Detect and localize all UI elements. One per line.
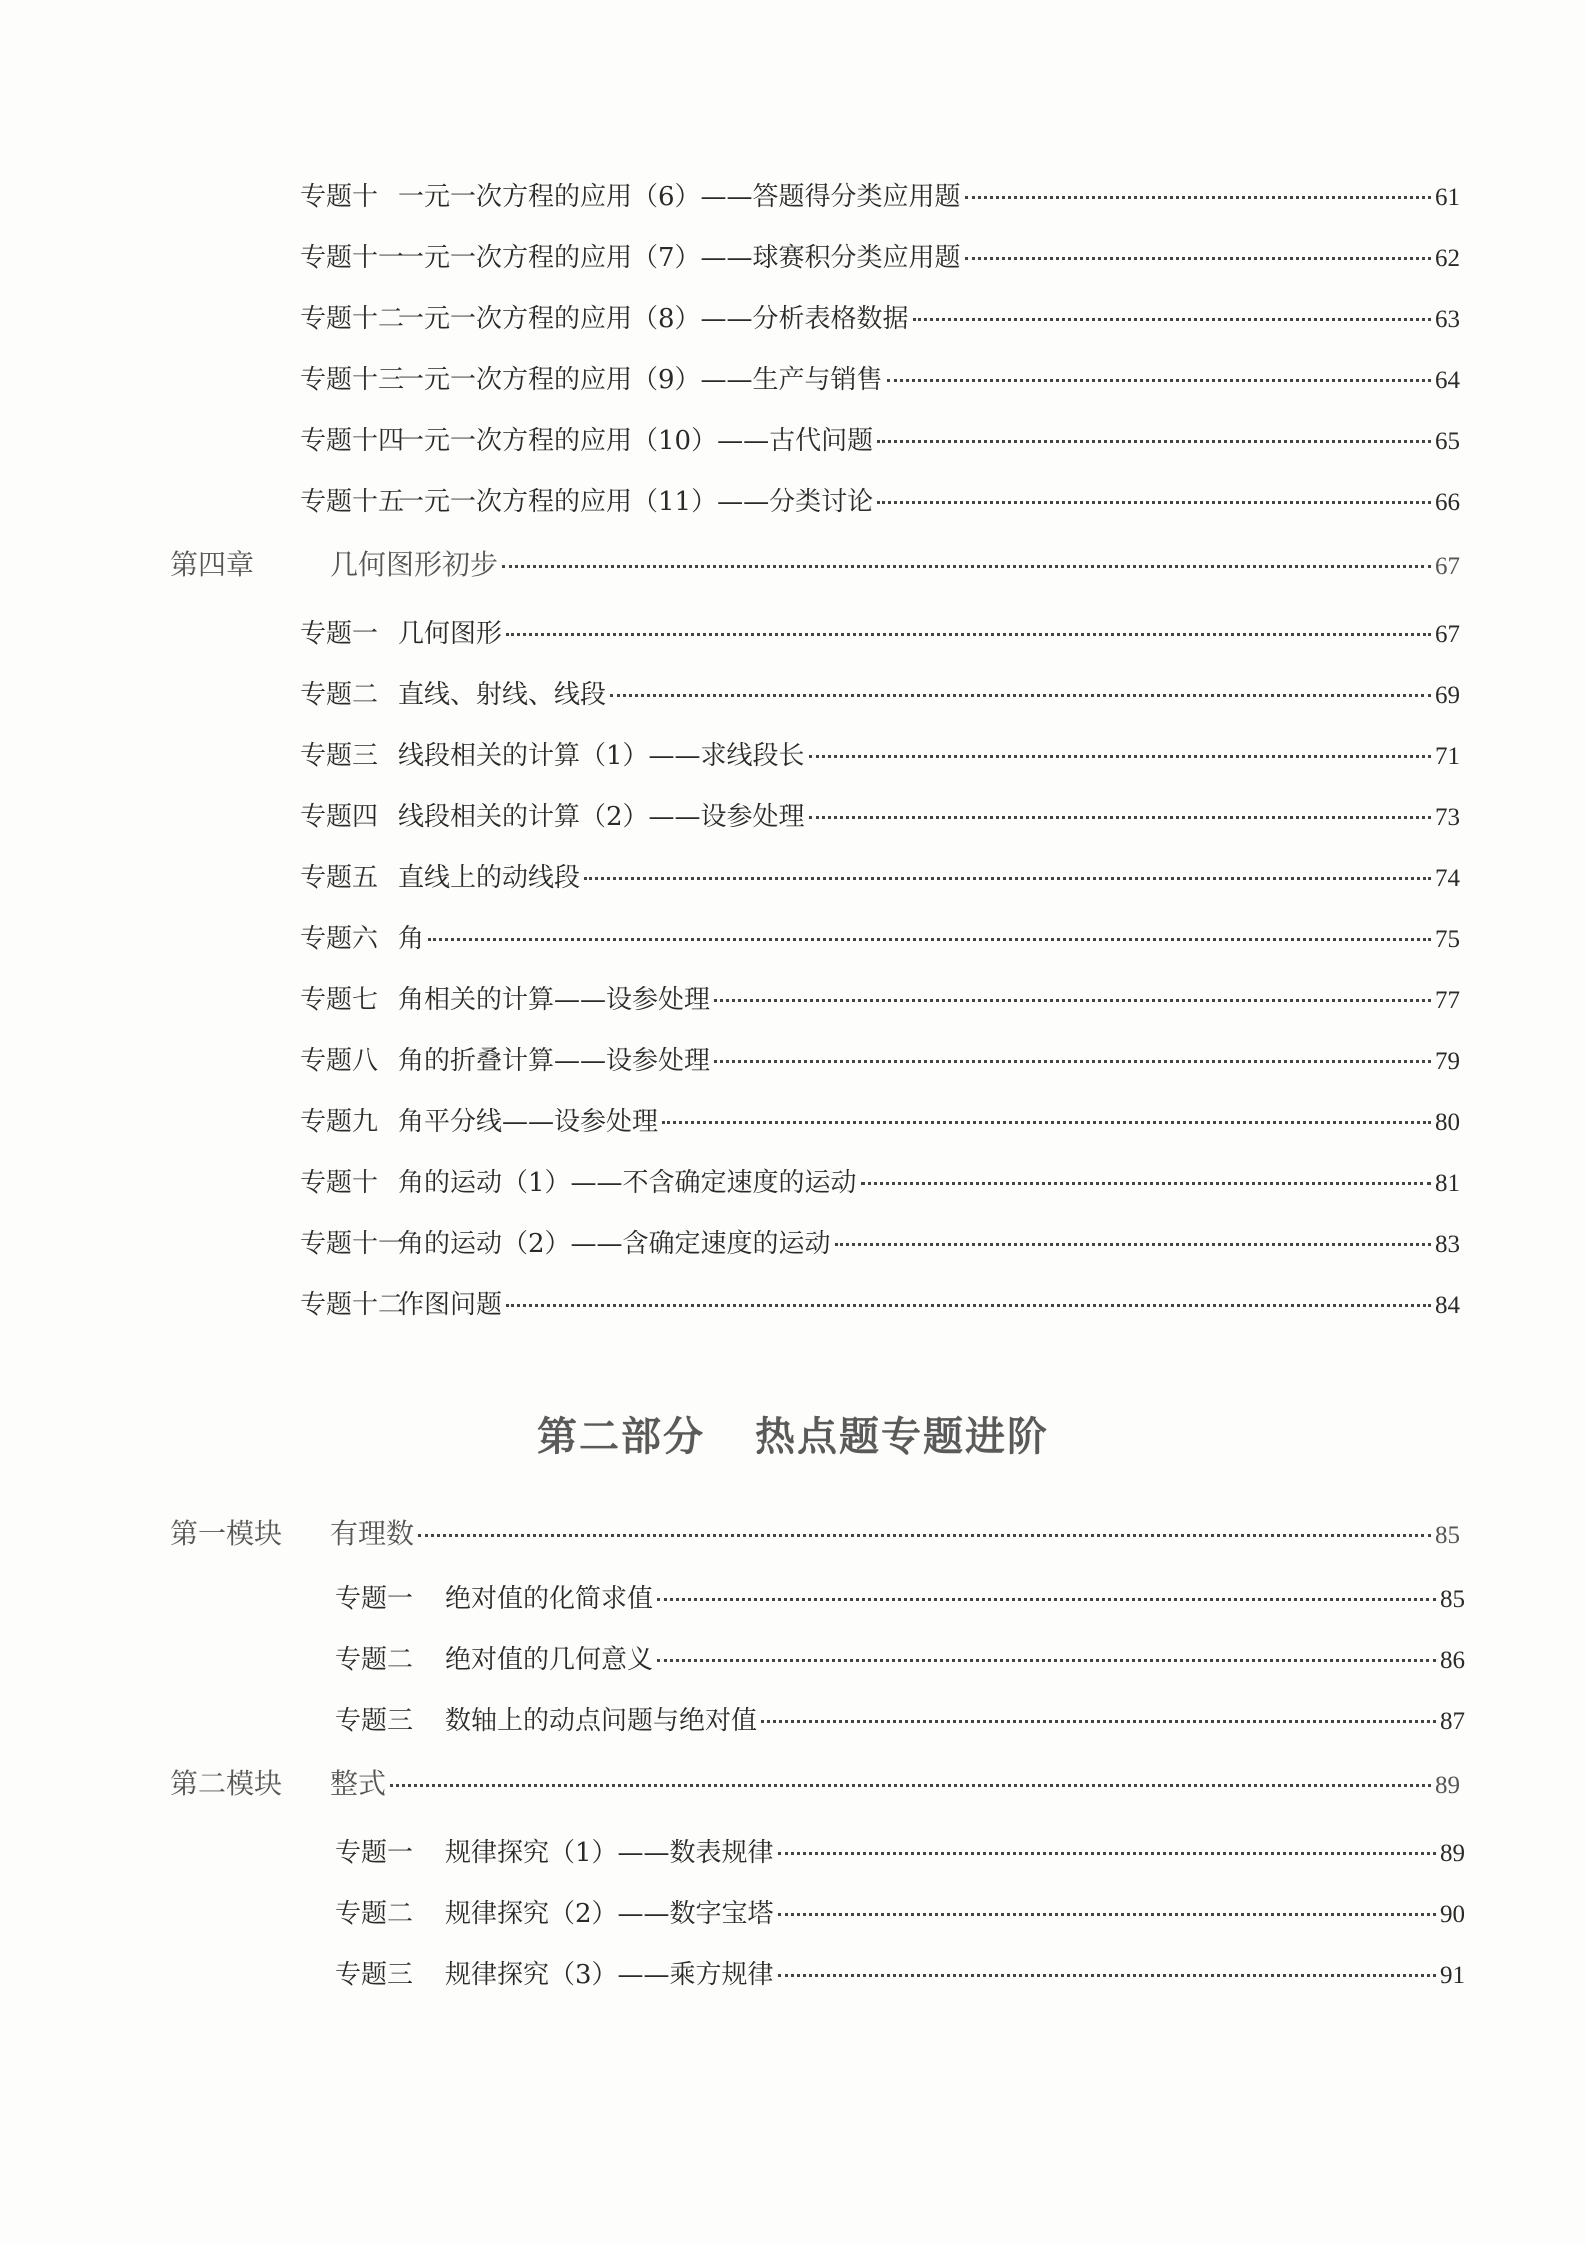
toc-entry-title: 规律探究（2）——数字宝塔	[445, 1899, 774, 1929]
toc-entry-page: 65	[1435, 428, 1460, 455]
dot-leader	[778, 1913, 1436, 1916]
toc-entry-page: 77	[1435, 987, 1460, 1014]
toc-entry	[300, 241, 1460, 276]
toc-entry-label	[300, 424, 873, 458]
toc-entry	[300, 1288, 1460, 1323]
dot-leader	[965, 257, 1431, 260]
toc-entry-label	[300, 1044, 710, 1078]
toc-entry-number: 专题七	[300, 985, 379, 1015]
toc-entry-page: 85	[1440, 1586, 1465, 1613]
toc-entry-number: 专题二	[335, 1899, 414, 1929]
toc-entry-title: 角	[398, 924, 425, 954]
dot-leader	[506, 1304, 1431, 1307]
toc-entry-title: 作图问题	[398, 1290, 503, 1320]
toc-entry	[300, 983, 1460, 1018]
part-title-number: 第二部分	[537, 1413, 705, 1460]
toc-entry-page: 74	[1435, 865, 1460, 892]
toc-entry-number: 第四章	[170, 548, 255, 581]
toc-entry-number: 专题二	[335, 1645, 414, 1675]
dot-leader	[428, 938, 1431, 941]
toc-entry-title: 角的运动（1）——不含确定速度的运动	[398, 1168, 857, 1198]
toc-entry-number: 专题十	[300, 1168, 379, 1198]
dot-leader	[610, 694, 1431, 697]
toc-chapter-entry	[170, 548, 1460, 584]
toc-entry-number: 专题九	[300, 1107, 379, 1137]
dot-leader	[835, 1243, 1431, 1246]
toc-entry-number: 专题十二	[300, 1290, 405, 1320]
toc-entry-title: 线段相关的计算（2）——设参处理	[398, 802, 805, 832]
toc-entry-label	[335, 1704, 757, 1738]
toc-entry-page: 81	[1435, 1170, 1460, 1197]
dot-leader	[662, 1121, 1431, 1124]
toc-entry-page: 66	[1435, 489, 1460, 516]
toc-entry-label	[300, 739, 805, 773]
toc-entry-page: 64	[1435, 367, 1460, 394]
toc-entry-number: 专题三	[335, 1960, 414, 1990]
toc-entry-page: 83	[1435, 1231, 1460, 1258]
toc-entry-page: 84	[1435, 1292, 1460, 1319]
toc-entry-page: 87	[1440, 1708, 1465, 1735]
toc-entry-number: 专题十一	[300, 243, 405, 273]
toc-entry-title: 规律探究（3）——乘方规律	[445, 1960, 774, 1990]
toc-entry	[300, 800, 1460, 835]
toc-entry	[335, 1643, 1465, 1678]
toc-entry-label	[335, 1582, 653, 1616]
toc-entry-page: 79	[1435, 1048, 1460, 1075]
toc-entry	[300, 1044, 1460, 1079]
toc-entry-title: 角的折叠计算——设参处理	[398, 1046, 711, 1076]
toc-entry-label	[300, 800, 805, 834]
dot-leader	[506, 633, 1431, 636]
toc-entry-label	[335, 1836, 774, 1870]
toc-entry	[300, 363, 1460, 398]
toc-entry-label	[300, 1288, 502, 1322]
part-title	[0, 1405, 1586, 1462]
toc-entry-title: 规律探究（1）——数表规律	[445, 1838, 774, 1868]
dot-leader	[714, 1060, 1431, 1063]
dot-leader	[887, 379, 1431, 382]
toc-entry	[300, 739, 1460, 774]
toc-chapter-entry	[170, 1767, 1460, 1803]
toc-entry-page: 85	[1435, 1522, 1460, 1549]
dot-leader	[778, 1852, 1436, 1855]
toc-entry-page: 90	[1440, 1901, 1465, 1928]
toc-entry	[300, 485, 1460, 520]
toc-entry-page: 89	[1435, 1772, 1460, 1799]
toc-entry-label	[300, 678, 606, 712]
dot-leader	[584, 877, 1431, 880]
toc-entry-number: 专题十三	[300, 365, 405, 395]
toc-entry-title: 一元一次方程的应用（8）——分析表格数据	[398, 304, 909, 334]
toc-entry-label	[300, 1227, 831, 1261]
toc-entry-page: 75	[1435, 926, 1460, 953]
toc-entry	[335, 1704, 1465, 1739]
toc-entry-number: 专题十一	[300, 1229, 405, 1259]
toc-entry-label	[300, 485, 873, 519]
dot-leader	[657, 1659, 1436, 1662]
toc-entry-label	[300, 1105, 658, 1139]
toc-entry-label	[300, 180, 961, 214]
toc-entry-number: 专题二	[300, 680, 379, 710]
toc-entry-title: 直线、射线、线段	[398, 680, 607, 710]
toc-entry-label	[300, 363, 883, 397]
toc-entry	[300, 1227, 1460, 1262]
toc-entry-label	[335, 1897, 774, 1931]
toc-entry-label	[300, 861, 580, 895]
toc-entry-title: 角的运动（2）——含确定速度的运动	[398, 1229, 831, 1259]
toc-entry-title: 几何图形	[398, 619, 503, 649]
toc-entry-number: 专题十二	[300, 304, 405, 334]
toc-entry-number: 专题十四	[300, 426, 405, 456]
toc-entry-number: 专题十五	[300, 487, 405, 517]
toc-entry-title: 数轴上的动点问题与绝对值	[445, 1706, 758, 1736]
toc-entry-label	[170, 548, 498, 582]
toc-entry-title: 一元一次方程的应用（7）——球赛积分类应用题	[398, 243, 961, 273]
dot-leader	[502, 565, 1431, 568]
toc-entry-label	[300, 302, 909, 336]
toc-entry-page: 89	[1440, 1840, 1465, 1867]
dot-leader	[778, 1974, 1436, 1977]
toc-entry-label	[300, 1166, 857, 1200]
part-title-name: 热点题专题进阶	[755, 1413, 1049, 1460]
toc-entry-page: 91	[1440, 1962, 1465, 1989]
toc-entry-title: 整式	[330, 1767, 387, 1800]
toc-entry-label	[300, 617, 502, 651]
toc-entry	[300, 1105, 1460, 1140]
dot-leader	[714, 999, 1431, 1002]
toc-entry-page: 67	[1435, 553, 1460, 580]
toc-entry-page: 80	[1435, 1109, 1460, 1136]
toc-entry-page: 71	[1435, 743, 1460, 770]
toc-entry	[300, 302, 1460, 337]
toc-entry-page: 67	[1435, 621, 1460, 648]
toc-entry-title: 角平分线——设参处理	[398, 1107, 659, 1137]
toc-entry-number: 专题四	[300, 802, 379, 832]
toc-entry-title: 直线上的动线段	[398, 863, 581, 893]
dot-leader	[809, 816, 1431, 819]
toc-entry-title: 一元一次方程的应用（6）——答题得分类应用题	[398, 182, 961, 212]
toc-entry-page: 63	[1435, 306, 1460, 333]
toc-entry-label	[170, 1767, 386, 1801]
toc-entry	[300, 861, 1460, 896]
dot-leader	[913, 318, 1431, 321]
toc-entry-page: 73	[1435, 804, 1460, 831]
toc-entry-label	[170, 1517, 414, 1551]
toc-entry-title: 一元一次方程的应用（10）——古代问题	[398, 426, 874, 456]
toc-entry-title: 绝对值的几何意义	[445, 1645, 654, 1675]
toc-chapter-entry	[170, 1517, 1460, 1553]
toc-entry	[300, 922, 1460, 957]
toc-entry-page: 61	[1435, 184, 1460, 211]
dot-leader	[965, 196, 1431, 199]
dot-leader	[657, 1598, 1436, 1601]
toc-entry-label	[300, 241, 961, 275]
dot-leader	[761, 1720, 1436, 1723]
toc-entry	[335, 1958, 1465, 1993]
toc-entry	[300, 424, 1460, 459]
toc-entry-number: 专题三	[300, 741, 379, 771]
toc-entry-title: 有理数	[330, 1517, 415, 1550]
dot-leader	[877, 440, 1431, 443]
dot-leader	[418, 1534, 1431, 1537]
toc-entry-page: 69	[1435, 682, 1460, 709]
toc-entry-title: 一元一次方程的应用（9）——生产与销售	[398, 365, 883, 395]
toc-entry-number: 专题五	[300, 863, 379, 893]
dot-leader	[877, 501, 1431, 504]
toc-entry-title: 线段相关的计算（1）——求线段长	[398, 741, 805, 771]
toc-entry	[335, 1897, 1465, 1932]
toc-entry-title: 角相关的计算——设参处理	[398, 985, 711, 1015]
toc-entry-number: 专题六	[300, 924, 379, 954]
toc-entry-number: 专题十	[300, 182, 379, 212]
toc-entry-page: 86	[1440, 1647, 1465, 1674]
toc-entry	[335, 1582, 1465, 1617]
toc-entry-page: 62	[1435, 245, 1460, 272]
toc-entry-number: 专题八	[300, 1046, 379, 1076]
toc-entry-label	[335, 1958, 774, 1992]
toc-entry-label	[335, 1643, 653, 1677]
toc-entry-title: 几何图形初步	[330, 548, 499, 581]
toc-entry-number: 专题一	[300, 619, 379, 649]
toc-entry	[300, 678, 1460, 713]
toc-entry	[335, 1836, 1465, 1871]
toc-entry-number: 第二模块	[170, 1767, 283, 1800]
toc-entry	[300, 617, 1460, 652]
toc-entry-title: 一元一次方程的应用（11）——分类讨论	[398, 487, 874, 517]
toc-entry	[300, 1166, 1460, 1201]
toc-entry-label	[300, 922, 424, 956]
toc-entry-title: 绝对值的化简求值	[445, 1584, 654, 1614]
toc-entry	[300, 180, 1460, 215]
toc-entry-number: 专题一	[335, 1838, 414, 1868]
dot-leader	[809, 755, 1431, 758]
toc-entry-number: 第一模块	[170, 1517, 283, 1550]
toc-entry-number: 专题三	[335, 1706, 414, 1736]
toc-entry-number: 专题一	[335, 1584, 414, 1614]
dot-leader	[861, 1182, 1431, 1185]
toc-entry-label	[300, 983, 710, 1017]
dot-leader	[390, 1784, 1431, 1787]
